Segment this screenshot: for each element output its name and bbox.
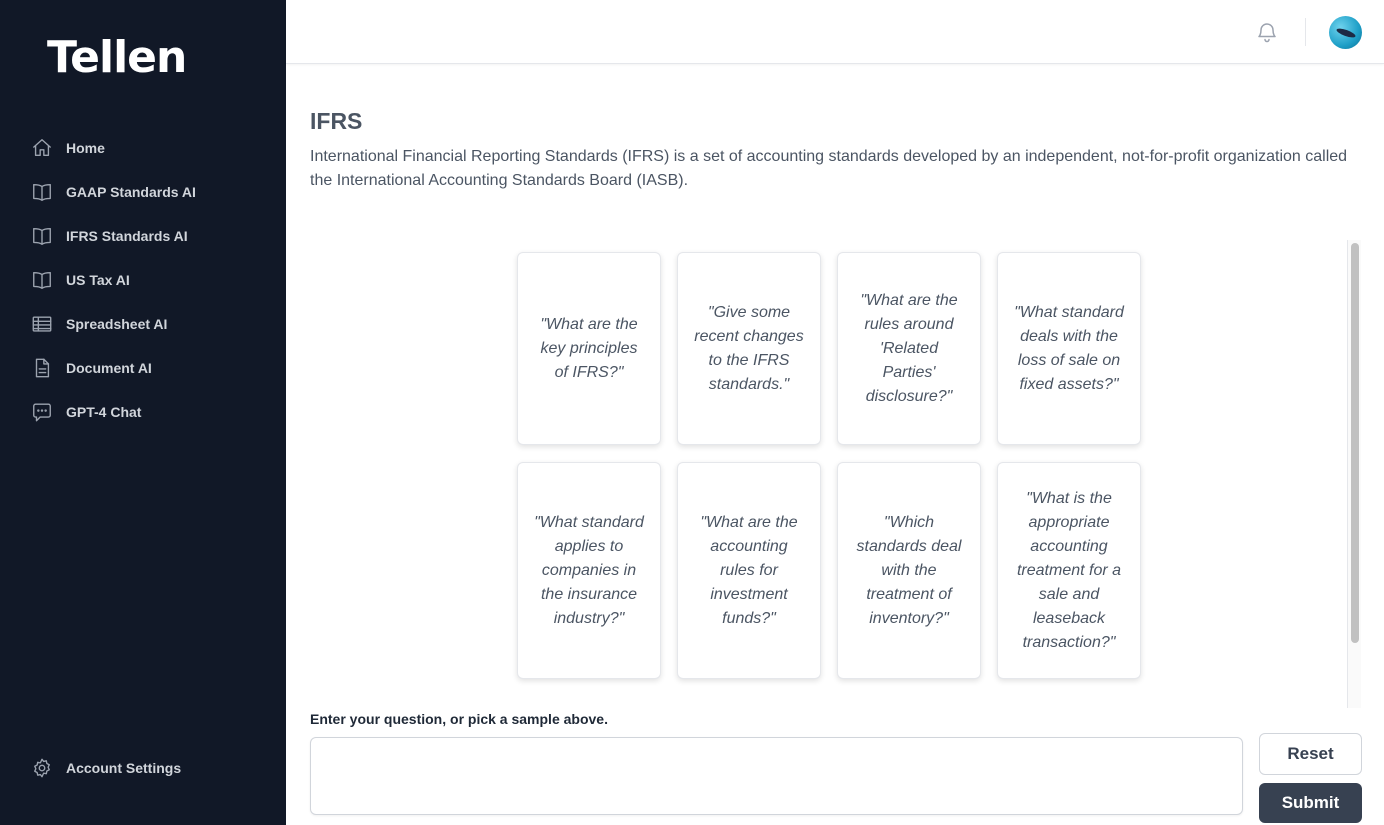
top-header <box>286 0 1384 64</box>
sidebar-nav <box>22 126 272 434</box>
app-logo[interactable]: Tellen <box>47 32 187 83</box>
page-title: IFRS <box>310 108 363 134</box>
sample-question-card[interactable] <box>837 252 981 445</box>
avatar[interactable] <box>1329 16 1362 49</box>
sample-question-card[interactable] <box>997 252 1141 445</box>
sidebar-item-gpt-4-chat[interactable] <box>22 390 272 434</box>
header-divider <box>1305 18 1306 46</box>
submit-button[interactable]: Submit <box>1259 783 1362 823</box>
chat-icon <box>30 400 54 424</box>
sidebar-item-label: Home <box>66 140 105 156</box>
samples-scrollbar[interactable] <box>1347 240 1361 708</box>
sidebar-item-label: GAAP Standards AI <box>66 184 196 200</box>
gear-icon <box>30 756 54 780</box>
sample-question-text: "What are the rules around 'Related Parties' disclosure?" <box>860 291 958 405</box>
question-label: Enter your question, or pick a sample above. <box>310 711 608 727</box>
sidebar-item-label: US Tax AI <box>66 272 130 288</box>
question-input[interactable] <box>310 737 1243 815</box>
sidebar-item-spreadsheet-ai[interactable] <box>22 302 272 346</box>
account-settings-link[interactable] <box>22 746 272 790</box>
sidebar-item-label: IFRS Standards AI <box>66 228 188 244</box>
sample-question-text: "Give some recent changes to the IFRS standards." <box>694 303 804 393</box>
sample-question-card[interactable] <box>517 252 661 445</box>
sample-question-text: "What is the appropriate accounting treatment for a sale and leaseback transaction?" <box>1016 489 1122 651</box>
sample-question-text: "What are the accounting rules for investment funds?" <box>700 513 798 627</box>
book-icon <box>30 180 54 204</box>
sidebar-item-gaap-standards-ai[interactable] <box>22 170 272 214</box>
sample-question-card[interactable] <box>997 462 1141 679</box>
sidebar-item-ifrs-standards-ai[interactable] <box>22 214 272 258</box>
sample-question-card[interactable] <box>517 462 661 679</box>
sample-question-text: "What standard applies to companies in the insurance industry?" <box>534 513 644 627</box>
account-settings-label: Account Settings <box>66 760 182 776</box>
reset-button[interactable]: Reset <box>1259 733 1362 775</box>
account-section <box>22 746 272 790</box>
document-icon <box>30 356 54 380</box>
sidebar-item-document-ai[interactable] <box>22 346 272 390</box>
sample-question-text: "What are the key principles of IFRS?" <box>540 315 638 381</box>
sample-question-card[interactable] <box>677 462 821 679</box>
book-icon <box>30 268 54 292</box>
sidebar <box>0 0 286 825</box>
bell-icon[interactable] <box>1255 20 1281 46</box>
home-icon <box>30 136 54 160</box>
sample-question-text: "Which standards deal with the treatment of inventory?" <box>856 513 962 627</box>
sidebar-item-label: Document AI <box>66 360 152 376</box>
book-icon <box>30 224 54 248</box>
sample-question-card[interactable] <box>837 462 981 679</box>
page-description: International Financial Reporting Standards (IFRS) is a set of accounting standards developed by an independent, not-for-profit organization called the International Accounting Standards Board (IASB). <box>310 148 1348 189</box>
sidebar-item-home[interactable] <box>22 126 272 170</box>
sample-question-card[interactable] <box>677 252 821 445</box>
sidebar-item-us-tax-ai[interactable] <box>22 258 272 302</box>
scrollbar-thumb[interactable] <box>1351 243 1359 643</box>
sample-question-text: "What standard deals with the loss of sale on fixed assets?" <box>1014 303 1124 393</box>
table-icon <box>30 312 54 336</box>
sidebar-item-label: GPT-4 Chat <box>66 404 142 420</box>
sidebar-item-label: Spreadsheet AI <box>66 316 168 332</box>
